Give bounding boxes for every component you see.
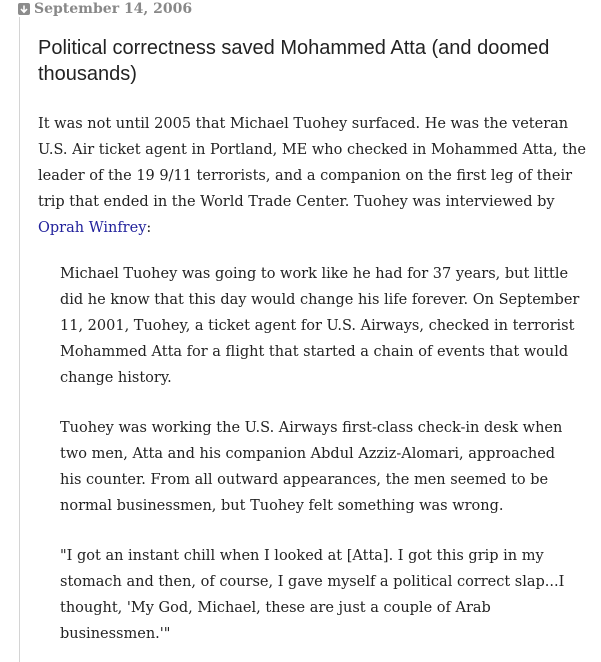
blockquote	[60, 261, 580, 647]
quote-paragraph: "I got an instant chill when I looked at [Atta]. I got this grip in my stomach and then, of course, I gave myself a political correct slap...I thought, 'My God, Michael, these are just a couple of Arab businessmen.'"	[60, 548, 565, 642]
post-title[interactable]: Political correctness saved Mohammed Atta (and doomed thousands)	[38, 37, 550, 85]
intro-text: It was not until 2005 that Michael Tuohey surfaced. He was the veteran U.S. Air ticket agent in Portland, ME who checked in Mohammed Atta, the leader of the 19 9/11 terrorists, and a companion on the first leg of their trip that ended in the World Trade Center. Tuohey was interviewed by	[38, 116, 586, 210]
intro-suffix: :	[146, 220, 152, 236]
quote-paragraph: Tuohey was working the U.S. Airways first-class check-in desk when two men, Atta and his companion Abdul Azziz-Alomari, approached his counter. From all outward appearances, the men seemed to be normal businessmen, but Tuohey felt something was wrong.	[60, 420, 563, 514]
post-container	[19, 17, 601, 662]
oprah-winfrey-link[interactable]: Oprah Winfrey	[38, 220, 147, 236]
collapse-arrow-icon[interactable]	[18, 3, 30, 15]
quote-paragraph: Michael Tuohey was going to work like he had for 37 years, but little did he know that this day would change his life forever. On September 11, 2001, Tuohey, a ticket agent for U.S. Airways, checked in terrorist Mohammed Atta for a flight that started a chain of events that would change history.	[60, 266, 580, 386]
post-body	[38, 111, 598, 662]
post-date: September 14, 2006	[34, 1, 193, 17]
intro-paragraph	[38, 111, 598, 241]
date-header	[18, 0, 192, 18]
